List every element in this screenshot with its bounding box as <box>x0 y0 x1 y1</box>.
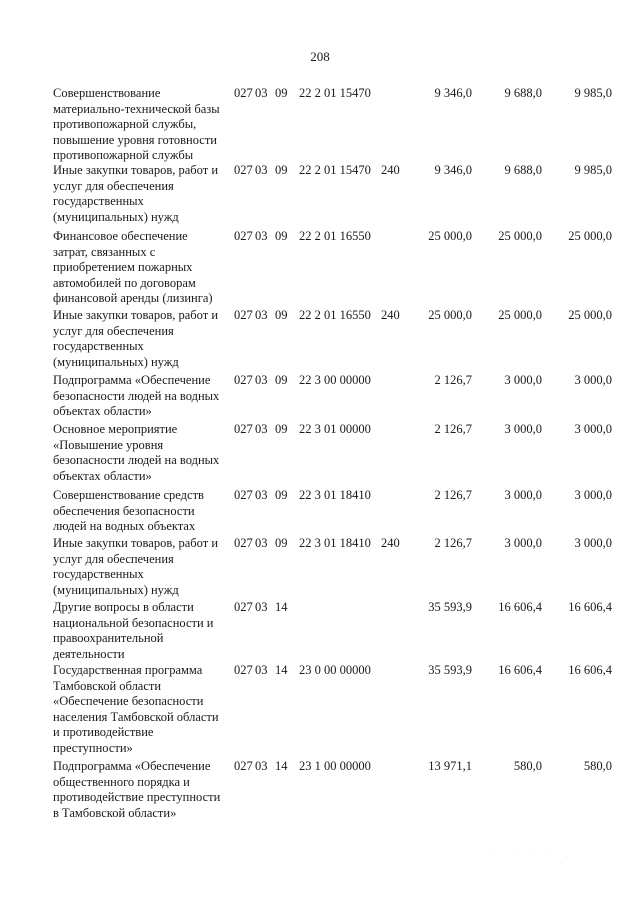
row-subsection: 09 <box>275 86 288 100</box>
table-row <box>0 663 640 759</box>
row-value-3: 580,0 <box>583 759 612 773</box>
row-target-article: 22 3 01 18410 <box>299 488 371 502</box>
row-admin-code: 027 <box>234 229 253 243</box>
row-value-2: 25 000,0 <box>498 308 542 322</box>
row-name: Финансовое обеспечение затрат, связанных с приобретением пожарных автомобилей по договорам финансовой аренды (лизинга) <box>53 229 213 305</box>
row-admin-code: 027 <box>234 86 253 100</box>
table-row <box>0 86 640 163</box>
row-name: Государственная программа Тамбовской области «Обеспечение безопасности населения Тамбовской области и противодействие преступности» <box>53 663 219 755</box>
row-section: 03 <box>255 759 268 773</box>
table-row <box>0 536 640 600</box>
row-subsection: 14 <box>275 600 288 614</box>
row-value-3: 9 985,0 <box>574 163 612 177</box>
row-section: 03 <box>255 86 268 100</box>
row-name: Совершенствование средств обеспечения безопасности людей на водных объектах <box>53 488 204 533</box>
row-admin-code: 027 <box>234 759 253 773</box>
table-row <box>0 759 640 823</box>
row-value-1: 2 126,7 <box>434 422 472 436</box>
page-number: 208 <box>310 49 330 64</box>
row-expense-type: 240 <box>381 163 400 177</box>
row-target-article: 23 0 00 00000 <box>299 663 371 677</box>
row-name: Другие вопросы в области национальной безопасности и правоохранительной деятельности <box>53 600 214 661</box>
row-subsection: 14 <box>275 663 288 677</box>
row-subsection: 09 <box>275 373 288 387</box>
row-subsection: 09 <box>275 488 288 502</box>
row-admin-code: 027 <box>234 163 253 177</box>
row-value-3: 3 000,0 <box>574 488 612 502</box>
row-admin-code: 027 <box>234 663 253 677</box>
row-subsection: 09 <box>275 229 288 243</box>
table-row <box>0 308 640 373</box>
row-value-2: 9 688,0 <box>504 163 542 177</box>
row-admin-code: 027 <box>234 373 253 387</box>
row-section: 03 <box>255 373 268 387</box>
row-target-article: 22 2 01 15470 <box>299 86 371 100</box>
row-admin-code: 027 <box>234 600 253 614</box>
row-subsection: 09 <box>275 163 288 177</box>
row-target-article: 22 3 01 18410 <box>299 536 371 550</box>
row-subsection: 14 <box>275 759 288 773</box>
table-row <box>0 163 640 229</box>
row-section: 03 <box>255 308 268 322</box>
row-name: Иные закупки товаров, работ и услуг для обеспечения государственных (муниципальных) нужд <box>53 163 219 224</box>
row-expense-type: 240 <box>381 536 400 550</box>
table-row <box>0 373 640 422</box>
row-name: Подпрограмма «Обеспечение общественного порядка и противодействие преступности в Тамбовской области» <box>53 759 221 820</box>
row-value-3: 16 606,4 <box>568 600 612 614</box>
row-value-2: 580,0 <box>513 759 542 773</box>
row-section: 03 <box>255 163 268 177</box>
table-row <box>0 229 640 308</box>
row-target-article: 23 1 00 00000 <box>299 759 371 773</box>
row-value-1: 9 346,0 <box>434 86 472 100</box>
row-section: 03 <box>255 229 268 243</box>
row-value-2: 16 606,4 <box>498 663 542 677</box>
row-name: Иные закупки товаров, работ и услуг для обеспечения государственных (муниципальных) нужд <box>53 536 219 597</box>
row-section: 03 <box>255 536 268 550</box>
table-row <box>0 422 640 488</box>
row-section: 03 <box>255 488 268 502</box>
row-value-2: 3 000,0 <box>504 488 542 502</box>
row-admin-code: 027 <box>234 488 253 502</box>
row-value-1: 2 126,7 <box>434 536 472 550</box>
table-row <box>0 488 640 536</box>
row-value-2: 9 688,0 <box>504 86 542 100</box>
row-subsection: 09 <box>275 308 288 322</box>
row-value-1: 35 593,9 <box>428 600 472 614</box>
row-value-2: 25 000,0 <box>498 229 542 243</box>
row-subsection: 09 <box>275 422 288 436</box>
row-value-2: 16 606,4 <box>498 600 542 614</box>
row-value-3: 3 000,0 <box>574 536 612 550</box>
row-value-2: 3 000,0 <box>504 422 542 436</box>
row-value-1: 13 971,1 <box>428 759 472 773</box>
row-value-3: 16 606,4 <box>568 663 612 677</box>
row-value-1: 35 593,9 <box>428 663 472 677</box>
scan-speck: · <box>566 855 568 861</box>
row-name: Основное мероприятие «Повышение уровня безопасности людей на водных объектах области» <box>53 422 220 483</box>
row-name: Подпрограмма «Обеспечение безопасности людей на водных объектах области» <box>53 373 220 418</box>
row-section: 03 <box>255 600 268 614</box>
budget-table <box>0 86 640 823</box>
row-value-3: 3 000,0 <box>574 373 612 387</box>
row-value-3: 9 985,0 <box>574 86 612 100</box>
row-section: 03 <box>255 663 268 677</box>
row-admin-code: 027 <box>234 536 253 550</box>
row-name: Совершенствование материально-технической базы противопожарной службы, повышение уровня готовности противопожарной службы <box>53 86 220 162</box>
row-value-1: 2 126,7 <box>434 488 472 502</box>
row-value-1: 9 346,0 <box>434 163 472 177</box>
row-value-3: 3 000,0 <box>574 422 612 436</box>
row-target-article: 22 3 00 00000 <box>299 373 371 387</box>
scan-speck: · <box>549 852 551 858</box>
row-value-2: 3 000,0 <box>504 536 542 550</box>
row-value-1: 25 000,0 <box>428 308 472 322</box>
scan-speck: · <box>534 848 536 854</box>
row-expense-type: 240 <box>381 308 400 322</box>
row-admin-code: 027 <box>234 308 253 322</box>
row-subsection: 09 <box>275 536 288 550</box>
row-value-3: 25 000,0 <box>568 229 612 243</box>
row-target-article: 22 2 01 16550 <box>299 308 371 322</box>
row-name: Иные закупки товаров, работ и услуг для обеспечения государственных (муниципальных) нужд <box>53 308 219 369</box>
row-value-1: 25 000,0 <box>428 229 472 243</box>
row-admin-code: 027 <box>234 422 253 436</box>
row-value-1: 2 126,7 <box>434 373 472 387</box>
scan-speck: · <box>512 852 514 858</box>
row-section: 03 <box>255 422 268 436</box>
table-row <box>0 600 640 663</box>
row-value-2: 3 000,0 <box>504 373 542 387</box>
row-value-3: 25 000,0 <box>568 308 612 322</box>
row-target-article: 22 2 01 16550 <box>299 229 371 243</box>
row-target-article: 22 2 01 15470 <box>299 163 371 177</box>
scan-speck: · <box>488 852 490 858</box>
row-target-article: 22 3 01 00000 <box>299 422 371 436</box>
